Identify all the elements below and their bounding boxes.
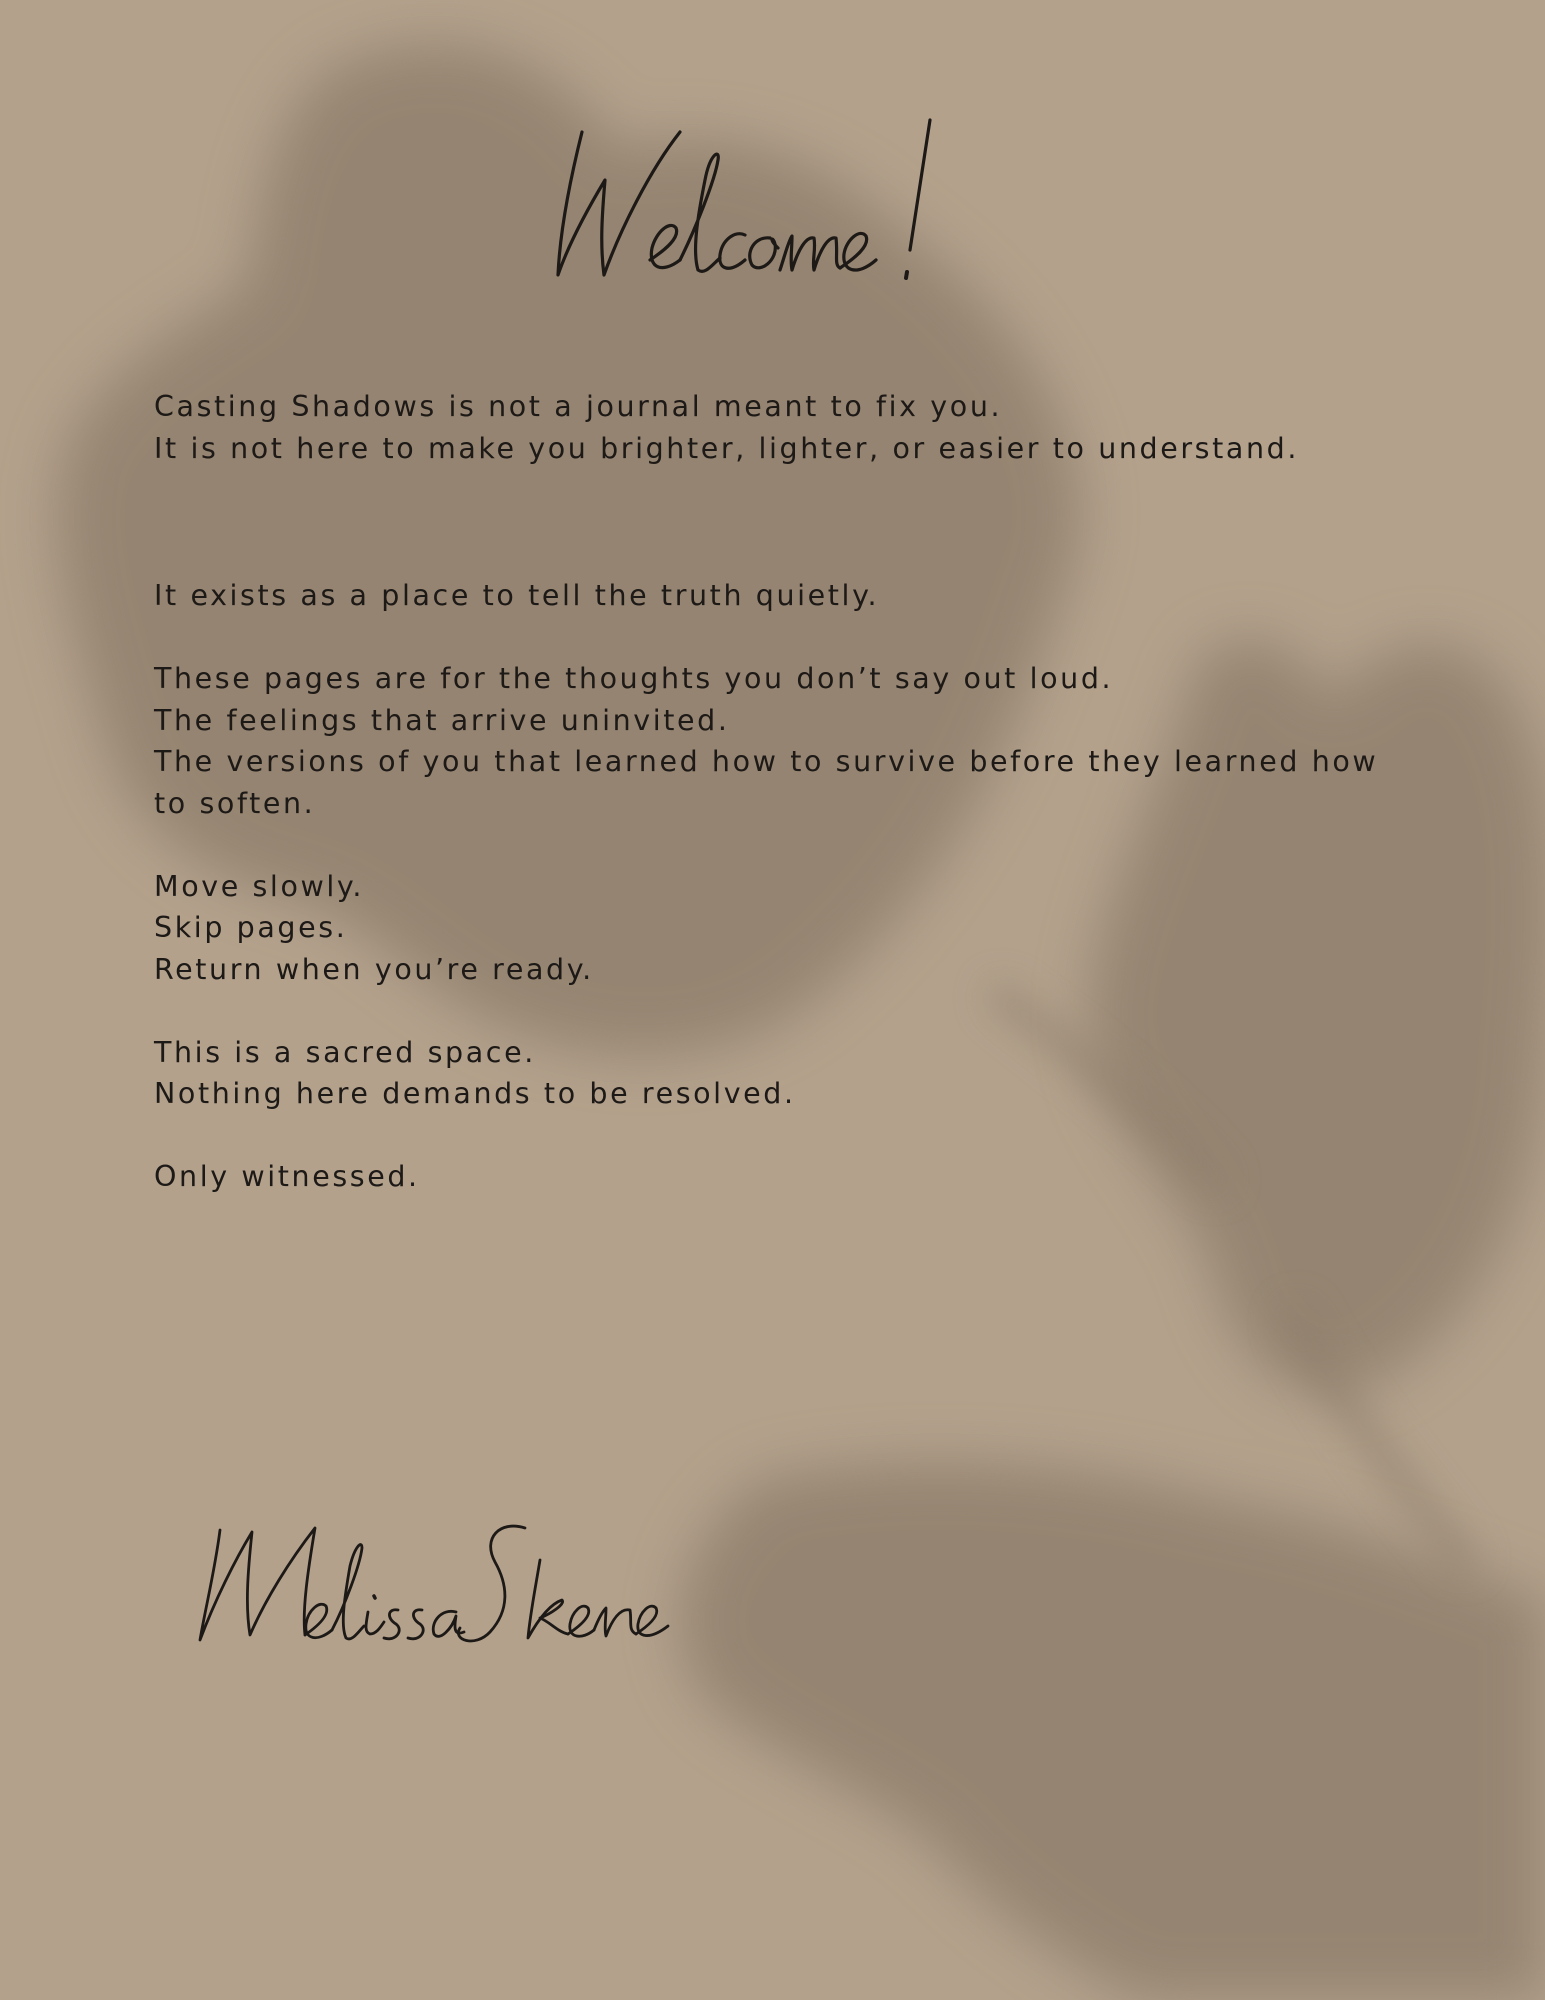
welcome-title-script [530, 110, 1010, 300]
sacred-line-1: This is a sacred space. [154, 1035, 536, 1069]
guidance-line-2: Skip pages. [154, 911, 348, 944]
body-text [154, 386, 1414, 1198]
sacred-line-2: Nothing here demands to be resolved. [154, 1077, 796, 1110]
welcome-title-text: Welcome! [530, 110, 535, 111]
intro-line-2: It is not here to make you brighter, lighter, or easier to understand. [154, 431, 1299, 465]
leaf-shadow-lower [680, 1463, 1545, 2000]
signature-text: Melissa Skene [190, 1500, 196, 1501]
welcome-title [530, 110, 1010, 300]
pages-line-1: These pages are for the thoughts you don’t say out loud. [154, 662, 1114, 695]
pages-line-3: The versions of you that learned how to survive before they learned how to soften. [154, 745, 1379, 820]
truth-line: It exists as a place to tell the truth quietly. [154, 579, 880, 612]
guidance-line-1: Move slowly. [154, 869, 364, 903]
guidance-line-3: Return when you’re ready. [154, 952, 594, 986]
pages-line-2: The feelings that arrive uninvited. [154, 703, 730, 737]
signature [190, 1500, 710, 1660]
intro-line-1: Casting Shadows is not a journal meant to fix you. [154, 390, 1003, 423]
signature-script [190, 1500, 710, 1660]
closing-line: Only witnessed. [154, 1160, 420, 1193]
